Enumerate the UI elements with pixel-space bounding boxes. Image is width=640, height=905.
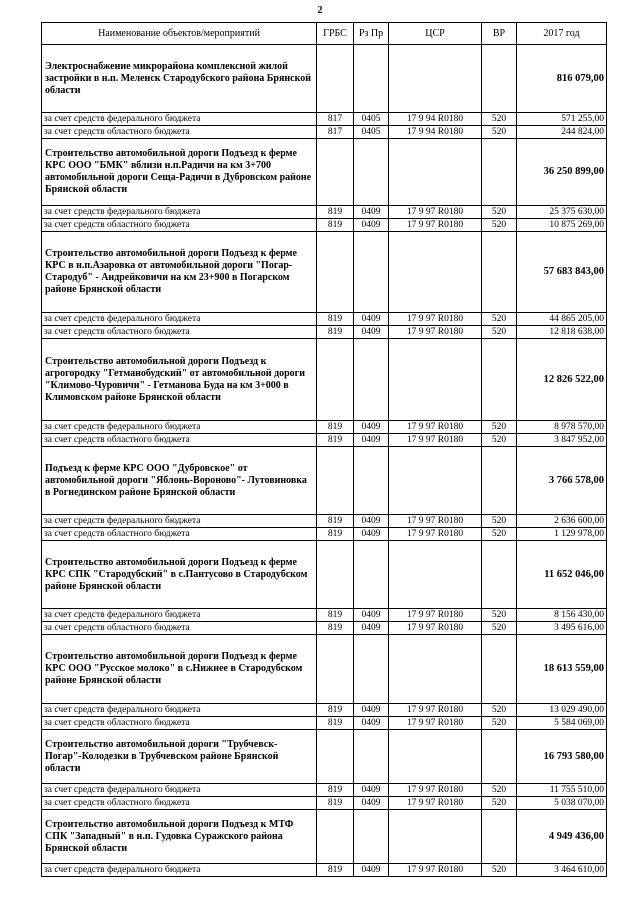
object-grbs: [317, 339, 354, 421]
csr-code: 17 9 97 R0180: [389, 421, 482, 434]
grbs-code: 819: [317, 434, 354, 447]
object-vr: [482, 139, 517, 206]
grbs-code: 819: [317, 326, 354, 339]
header-grbs: ГРБС: [317, 23, 354, 45]
vr-code: 520: [482, 784, 517, 797]
object-row: [42, 541, 607, 609]
funding-row: [42, 704, 607, 717]
amount: 25 375 630,00: [517, 206, 607, 219]
object-row: [42, 339, 607, 421]
csr-code: 17 9 97 R0180: [389, 717, 482, 730]
object-csr: [389, 139, 482, 206]
funding-row: [42, 313, 607, 326]
object-total: 57 683 843,00: [517, 232, 607, 313]
amount: 3 495 616,00: [517, 622, 607, 635]
csr-code: 17 9 97 R0180: [389, 528, 482, 541]
amount: 244 824,00: [517, 126, 607, 139]
budget-table: [41, 22, 607, 877]
funding-source: за счет средств областного бюджета: [42, 326, 317, 339]
csr-code: 17 9 97 R0180: [389, 313, 482, 326]
object-rzpr: [354, 541, 389, 609]
object-total: 12 826 522,00: [517, 339, 607, 421]
grbs-code: 819: [317, 717, 354, 730]
amount: 8 978 570,00: [517, 421, 607, 434]
grbs-code: 819: [317, 864, 354, 877]
object-csr: [389, 232, 482, 313]
object-row: [42, 139, 607, 206]
object-total: 3 766 578,00: [517, 447, 607, 515]
amount: 1 129 978,00: [517, 528, 607, 541]
object-name: Строительство автомобильной дороги Подъезд к ферме КРС ООО "Русское молоко" в с.Нижнее в Стародубском районе Брянской области: [42, 635, 317, 704]
object-csr: [389, 635, 482, 704]
object-vr: [482, 339, 517, 421]
funding-row: [42, 797, 607, 810]
object-rzpr: [354, 447, 389, 515]
csr-code: 17 9 97 R0180: [389, 326, 482, 339]
object-name: Строительство автомобильной дороги Подъезд к ферме КРС в н.п.Азаровка от автомобильной дороги "Погар-Стародуб" - Андрейковичи на км 23+900 в Погарском районе Брянской области: [42, 232, 317, 313]
object-vr: [482, 810, 517, 864]
header-name: Наименование объектов/мероприятий: [42, 23, 317, 45]
vr-code: 520: [482, 622, 517, 635]
table-body: [42, 45, 607, 877]
amount: 5 038 070,00: [517, 797, 607, 810]
object-row: [42, 45, 607, 113]
funding-row: [42, 622, 607, 635]
rzpr-code: 0409: [354, 622, 389, 635]
object-total: 816 079,00: [517, 45, 607, 113]
object-row: [42, 810, 607, 864]
object-name: Электроснабжение микрорайона комплексной жилой застройки в н.п. Меленск Стародубского района Брянской области: [42, 45, 317, 113]
grbs-code: 819: [317, 609, 354, 622]
funding-row: [42, 515, 607, 528]
vr-code: 520: [482, 313, 517, 326]
funding-row: [42, 113, 607, 126]
object-total: 18 613 559,00: [517, 635, 607, 704]
funding-row: [42, 126, 607, 139]
object-vr: [482, 447, 517, 515]
amount: 8 156 430,00: [517, 609, 607, 622]
funding-source: за счет средств областного бюджета: [42, 219, 317, 232]
grbs-code: 819: [317, 421, 354, 434]
object-vr: [482, 730, 517, 784]
vr-code: 520: [482, 717, 517, 730]
object-rzpr: [354, 232, 389, 313]
amount: 3 464 610,00: [517, 864, 607, 877]
rzpr-code: 0409: [354, 704, 389, 717]
rzpr-code: 0409: [354, 421, 389, 434]
object-csr: [389, 541, 482, 609]
grbs-code: 819: [317, 528, 354, 541]
vr-code: 520: [482, 126, 517, 139]
header-csr: ЦСР: [389, 23, 482, 45]
object-row: [42, 447, 607, 515]
object-csr: [389, 45, 482, 113]
object-total: 16 793 580,00: [517, 730, 607, 784]
object-total: 36 250 899,00: [517, 139, 607, 206]
csr-code: 17 9 97 R0180: [389, 797, 482, 810]
object-name: Строительство автомобильной дороги Подъезд к агрогородку "Гетманобудский" от автомобильной дороги "Климово-Чуровичи" - Гетманова Буда на км 3+000 в Климовском районе Брянской области: [42, 339, 317, 421]
header-vr: ВР: [482, 23, 517, 45]
funding-source: за счет средств федерального бюджета: [42, 113, 317, 126]
object-vr: [482, 635, 517, 704]
funding-source: за счет средств федерального бюджета: [42, 784, 317, 797]
funding-source: за счет средств областного бюджета: [42, 434, 317, 447]
rzpr-code: 0409: [354, 206, 389, 219]
object-csr: [389, 339, 482, 421]
grbs-code: 819: [317, 622, 354, 635]
funding-source: за счет средств областного бюджета: [42, 528, 317, 541]
funding-row: [42, 717, 607, 730]
object-grbs: [317, 541, 354, 609]
header-rzpr: Рз Пр: [354, 23, 389, 45]
grbs-code: 817: [317, 113, 354, 126]
rzpr-code: 0409: [354, 326, 389, 339]
funding-source: за счет средств областного бюджета: [42, 797, 317, 810]
object-rzpr: [354, 730, 389, 784]
rzpr-code: 0409: [354, 784, 389, 797]
grbs-code: 819: [317, 313, 354, 326]
csr-code: 17 9 97 R0180: [389, 864, 482, 877]
funding-row: [42, 219, 607, 232]
funding-source: за счет средств федерального бюджета: [42, 864, 317, 877]
funding-row: [42, 864, 607, 877]
object-name: Подъезд к ферме КРС ООО "Дубровское" от автомобильной дороги "Яблонь-Вороново"- Лутовиновка в Рогнединском районе Брянской области: [42, 447, 317, 515]
funding-row: [42, 434, 607, 447]
csr-code: 17 9 97 R0180: [389, 206, 482, 219]
vr-code: 520: [482, 113, 517, 126]
object-row: [42, 730, 607, 784]
vr-code: 520: [482, 864, 517, 877]
object-name: Строительство автомобильной дороги Подъезд к МТФ СПК "Западный" в н.п. Гудовка Суражского района Брянской области: [42, 810, 317, 864]
rzpr-code: 0409: [354, 434, 389, 447]
grbs-code: 819: [317, 515, 354, 528]
funding-source: за счет средств областного бюджета: [42, 622, 317, 635]
rzpr-code: 0409: [354, 717, 389, 730]
object-vr: [482, 541, 517, 609]
csr-code: 17 9 97 R0180: [389, 622, 482, 635]
grbs-code: 819: [317, 784, 354, 797]
object-name: Строительство автомобильной дороги "Трубчевск-Погар"-Колодезки в Трубчевском районе Брянской области: [42, 730, 317, 784]
funding-row: [42, 206, 607, 219]
rzpr-code: 0409: [354, 864, 389, 877]
grbs-code: 819: [317, 797, 354, 810]
vr-code: 520: [482, 528, 517, 541]
funding-row: [42, 609, 607, 622]
vr-code: 520: [482, 609, 517, 622]
amount: 3 847 952,00: [517, 434, 607, 447]
object-grbs: [317, 139, 354, 206]
amount: 11 755 510,00: [517, 784, 607, 797]
grbs-code: 817: [317, 126, 354, 139]
header-2017: 2017 год: [517, 23, 607, 45]
vr-code: 520: [482, 434, 517, 447]
amount: 10 875 269,00: [517, 219, 607, 232]
amount: 13 029 490,00: [517, 704, 607, 717]
funding-row: [42, 326, 607, 339]
object-name: Строительство автомобильной дороги Подъезд к ферме КРС ООО "БМК" вблизи н.п.Радичи на км 3+700 автомобильной дороги Сеща-Радичи в Дубровском районе Брянской области: [42, 139, 317, 206]
vr-code: 520: [482, 326, 517, 339]
object-row: [42, 635, 607, 704]
csr-code: 17 9 97 R0180: [389, 515, 482, 528]
object-name: Строительство автомобильной дороги Подъезд к ферме КРС СПК "Стародубский" в с.Пантусово в Стародубском районе Брянской области: [42, 541, 317, 609]
object-vr: [482, 232, 517, 313]
object-rzpr: [354, 339, 389, 421]
funding-row: [42, 784, 607, 797]
grbs-code: 819: [317, 704, 354, 717]
rzpr-code: 0409: [354, 515, 389, 528]
grbs-code: 819: [317, 219, 354, 232]
object-vr: [482, 45, 517, 113]
vr-code: 520: [482, 515, 517, 528]
vr-code: 520: [482, 219, 517, 232]
object-total: 11 652 046,00: [517, 541, 607, 609]
funding-source: за счет средств федерального бюджета: [42, 515, 317, 528]
csr-code: 17 9 97 R0180: [389, 219, 482, 232]
vr-code: 520: [482, 704, 517, 717]
funding-source: за счет средств федерального бюджета: [42, 313, 317, 326]
funding-source: за счет средств федерального бюджета: [42, 421, 317, 434]
object-rzpr: [354, 45, 389, 113]
object-grbs: [317, 447, 354, 515]
amount: 5 584 069,00: [517, 717, 607, 730]
amount: 44 865 205,00: [517, 313, 607, 326]
object-total: 4 949 436,00: [517, 810, 607, 864]
amount: 12 818 638,00: [517, 326, 607, 339]
rzpr-code: 0405: [354, 113, 389, 126]
vr-code: 520: [482, 797, 517, 810]
rzpr-code: 0409: [354, 609, 389, 622]
object-grbs: [317, 810, 354, 864]
object-rzpr: [354, 635, 389, 704]
rzpr-code: 0409: [354, 219, 389, 232]
vr-code: 520: [482, 206, 517, 219]
object-csr: [389, 810, 482, 864]
object-grbs: [317, 730, 354, 784]
funding-source: за счет средств областного бюджета: [42, 717, 317, 730]
object-grbs: [317, 45, 354, 113]
rzpr-code: 0405: [354, 126, 389, 139]
vr-code: 520: [482, 421, 517, 434]
rzpr-code: 0409: [354, 797, 389, 810]
funding-row: [42, 421, 607, 434]
object-rzpr: [354, 810, 389, 864]
csr-code: 17 9 94 R0180: [389, 113, 482, 126]
funding-source: за счет средств областного бюджета: [42, 126, 317, 139]
csr-code: 17 9 94 R0180: [389, 126, 482, 139]
page-number: 2: [317, 5, 323, 16]
funding-source: за счет средств федерального бюджета: [42, 704, 317, 717]
object-grbs: [317, 635, 354, 704]
funding-row: [42, 528, 607, 541]
amount: 571 255,00: [517, 113, 607, 126]
table-header-row: [42, 23, 607, 45]
object-csr: [389, 447, 482, 515]
object-csr: [389, 730, 482, 784]
funding-source: за счет средств федерального бюджета: [42, 609, 317, 622]
object-row: [42, 232, 607, 313]
rzpr-code: 0409: [354, 528, 389, 541]
csr-code: 17 9 97 R0180: [389, 609, 482, 622]
csr-code: 17 9 97 R0180: [389, 434, 482, 447]
object-grbs: [317, 232, 354, 313]
amount: 2 636 600,00: [517, 515, 607, 528]
object-rzpr: [354, 139, 389, 206]
rzpr-code: 0409: [354, 313, 389, 326]
funding-source: за счет средств федерального бюджета: [42, 206, 317, 219]
csr-code: 17 9 97 R0180: [389, 784, 482, 797]
csr-code: 17 9 97 R0180: [389, 704, 482, 717]
grbs-code: 819: [317, 206, 354, 219]
